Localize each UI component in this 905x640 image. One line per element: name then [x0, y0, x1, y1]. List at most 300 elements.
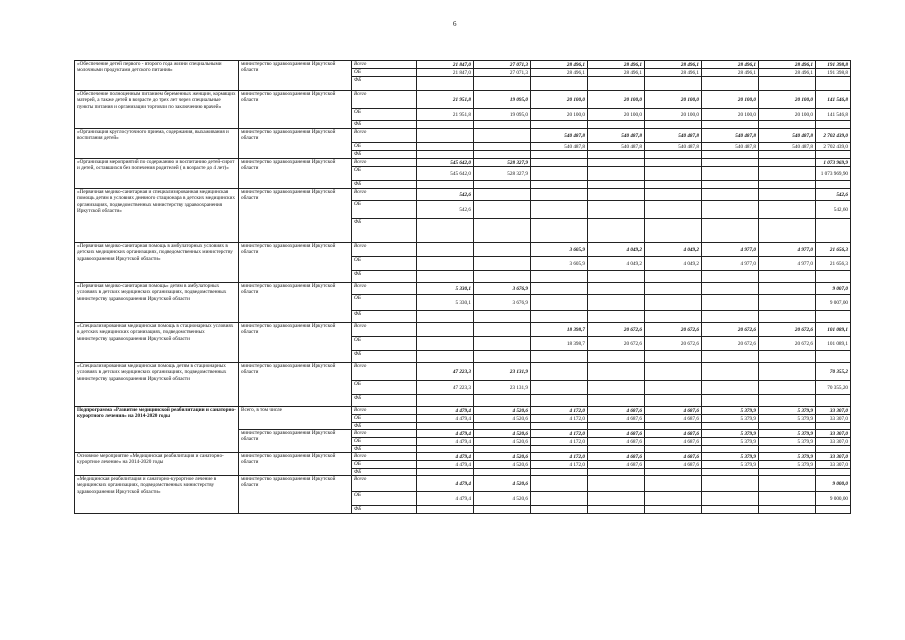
year-amount: 4 172,0 [531, 453, 588, 461]
year-amount: 4 687,6 [588, 407, 645, 415]
year-amount: 28 496,1 [531, 61, 588, 69]
year-amount [645, 271, 702, 283]
year-amount: 4 687,6 [645, 438, 702, 446]
year-amount: 18 398,7 [531, 323, 588, 337]
year-amount [417, 423, 474, 430]
year-amount: 3 605,9 [531, 257, 588, 271]
year-amount: 20 100,0 [531, 109, 588, 121]
year-amount: 4 977,0 [759, 257, 816, 271]
table-row [75, 363, 851, 381]
year-amount [702, 201, 759, 219]
year-amount: 18 398,7 [531, 337, 588, 351]
year-amount: 540 487,8 [759, 143, 816, 151]
funding-source: ОБ [352, 381, 417, 395]
responsible-executor: министерство здравоохранения Иркутской области [239, 476, 352, 514]
year-amount [759, 311, 816, 323]
year-amount: 4 479,4 [417, 438, 474, 446]
table-row [75, 129, 851, 143]
funding-source: Всего [352, 453, 417, 461]
year-amount: 5 379,9 [759, 430, 816, 438]
total-amount: 141 546,8 [816, 91, 851, 109]
year-amount: 21 847,0 [417, 61, 474, 69]
funding-source: ОБ [352, 143, 417, 151]
year-amount: 4 479,4 [417, 476, 474, 492]
funding-source: Всего [352, 189, 417, 201]
year-amount [474, 143, 531, 151]
year-amount: 540 487,8 [702, 143, 759, 151]
year-amount [702, 167, 759, 181]
year-amount: 4 049,2 [645, 257, 702, 271]
year-amount: 47 223,3 [417, 381, 474, 395]
funding-source: ФБ [352, 151, 417, 159]
year-amount: 4 687,6 [645, 430, 702, 438]
year-amount: 4 687,6 [588, 415, 645, 423]
year-amount [702, 381, 759, 395]
year-amount [588, 167, 645, 181]
year-amount: 540 487,8 [702, 129, 759, 143]
year-amount [417, 395, 474, 407]
year-amount [645, 446, 702, 453]
year-amount [474, 129, 531, 143]
year-amount [417, 143, 474, 151]
year-amount [417, 243, 474, 257]
year-amount: 5 379,9 [759, 461, 816, 469]
total-amount: 9 000,0 [816, 476, 851, 492]
responsible-executor: министерство здравоохранения Иркутской области [239, 159, 352, 189]
year-amount [417, 351, 474, 363]
funding-source: ФБ [352, 446, 417, 453]
year-amount [531, 351, 588, 363]
year-amount: 20 672,6 [588, 323, 645, 337]
year-amount [759, 351, 816, 363]
year-amount: 20 672,6 [702, 323, 759, 337]
total-amount [816, 395, 851, 407]
total-amount: 9 007,00 [816, 295, 851, 311]
year-amount [474, 257, 531, 271]
total-amount: 33 307,0 [816, 461, 851, 469]
year-amount: 4 049,2 [588, 257, 645, 271]
total-amount [816, 121, 851, 129]
year-amount [759, 201, 816, 219]
responsible-executor: министерство здравоохранения Иркутской области [239, 363, 352, 407]
measure-description: «Специализированная медицинская помощь детям в стационарных условиях в детских медицинских организациях, подведомственных министерству здравоохранения Иркутской области [75, 363, 239, 407]
year-amount: 5 379,9 [702, 430, 759, 438]
table-row [75, 189, 851, 201]
responsible-executor: министерство здравоохранения Иркутской области [239, 430, 352, 453]
year-amount: 19 095,0 [474, 109, 531, 121]
budget-table [74, 60, 851, 514]
year-amount [474, 201, 531, 219]
funding-source: ФБ [352, 506, 417, 514]
year-amount [474, 469, 531, 476]
year-amount: 4 687,6 [645, 461, 702, 469]
year-amount [645, 121, 702, 129]
year-amount [417, 271, 474, 283]
funding-source: ФБ [352, 469, 417, 476]
total-amount [816, 311, 851, 323]
year-amount [645, 381, 702, 395]
year-amount [588, 423, 645, 430]
year-amount [645, 363, 702, 381]
total-amount [816, 181, 851, 189]
measure-description: «Организация мероприятий по содержанию и воспитанию детей-сирот и детей, оставшихся без попечения родителей ( в возрасте до 4 лет)» [75, 159, 239, 189]
year-amount [531, 159, 588, 167]
year-amount: 21 951,8 [417, 91, 474, 109]
year-amount: 3 676,9 [474, 295, 531, 311]
year-amount [759, 381, 816, 395]
responsible-executor: министерство здравоохранения Иркутской области [239, 323, 352, 363]
year-amount [702, 395, 759, 407]
measure-description: «Обеспечение детей первого - второго года жизни специальными молочными продуктами детского питания» [75, 61, 239, 91]
year-amount [759, 446, 816, 453]
year-amount [531, 469, 588, 476]
year-amount [588, 381, 645, 395]
year-amount: 5 379,9 [702, 438, 759, 446]
total-amount: 542,6 [816, 189, 851, 201]
year-amount [588, 469, 645, 476]
year-amount: 47 223,3 [417, 363, 474, 381]
year-amount: 20 100,0 [759, 91, 816, 109]
year-amount [531, 506, 588, 514]
total-amount: 542,60 [816, 201, 851, 219]
year-amount [588, 189, 645, 201]
year-amount: 4 520,6 [474, 476, 531, 492]
year-amount [645, 351, 702, 363]
year-amount: 4 687,6 [645, 407, 702, 415]
year-amount: 21 951,8 [417, 109, 474, 121]
year-amount: 20 100,0 [759, 109, 816, 121]
table-row [75, 323, 851, 337]
funding-source: Всего [352, 61, 417, 69]
year-amount [702, 283, 759, 295]
total-amount: 141 546,8 [816, 109, 851, 121]
measure-description: «Специализированная медицинская помощь в стационарных условиях в детских медицинских организациях, подведомственных министерству здравоохранения Иркутской области [75, 323, 239, 363]
year-amount [531, 121, 588, 129]
responsible-executor: министерство здравоохранения Иркутской области [239, 189, 352, 243]
year-amount [531, 492, 588, 506]
total-amount: 9 007,0 [816, 283, 851, 295]
total-amount [816, 506, 851, 514]
total-amount: 33 307,0 [816, 453, 851, 461]
funding-source: ФБ [352, 423, 417, 430]
year-amount [645, 181, 702, 189]
year-amount: 4 977,0 [759, 243, 816, 257]
year-amount: 20 100,0 [702, 91, 759, 109]
year-amount [474, 219, 531, 243]
table-row [75, 91, 851, 109]
year-amount [474, 311, 531, 323]
year-amount [759, 181, 816, 189]
year-amount: 5 379,9 [702, 407, 759, 415]
funding-source: ОБ [352, 461, 417, 469]
year-amount [474, 77, 531, 91]
year-amount [588, 201, 645, 219]
year-amount [417, 219, 474, 243]
funding-source: Всего [352, 129, 417, 143]
year-amount [531, 181, 588, 189]
year-amount [645, 469, 702, 476]
year-amount [417, 121, 474, 129]
year-amount [702, 311, 759, 323]
year-amount [645, 506, 702, 514]
year-amount: 4 520,6 [474, 430, 531, 438]
year-amount: 28 496,1 [588, 69, 645, 77]
year-amount [417, 506, 474, 514]
year-amount [702, 159, 759, 167]
year-amount: 4 687,6 [588, 453, 645, 461]
year-amount: 28 496,1 [531, 69, 588, 77]
total-amount: 101 089,1 [816, 323, 851, 337]
year-amount: 5 379,9 [702, 461, 759, 469]
year-amount [645, 77, 702, 91]
year-amount: 20 672,6 [702, 337, 759, 351]
year-amount: 5 330,1 [417, 283, 474, 295]
year-amount: 540 487,8 [645, 143, 702, 151]
year-amount [759, 492, 816, 506]
total-amount [816, 77, 851, 91]
funding-source: ОБ [352, 69, 417, 77]
year-amount: 20 672,6 [588, 337, 645, 351]
table-row [75, 61, 851, 69]
year-amount: 540 487,8 [759, 129, 816, 143]
total-amount: 33 307,0 [816, 415, 851, 423]
funding-source: ФБ [352, 271, 417, 283]
funding-source: Всего [352, 243, 417, 257]
total-amount [816, 271, 851, 283]
year-amount [759, 167, 816, 181]
measure-description: «Первичная медико-санитарная помощь в амбулаторных условиях в детских медицинских организациях, подведомственных министерству здравоохранения Иркутской области» [75, 243, 239, 283]
year-amount: 5 330,1 [417, 295, 474, 311]
year-amount [588, 295, 645, 311]
year-amount [588, 446, 645, 453]
year-amount [645, 476, 702, 492]
year-amount [531, 219, 588, 243]
year-amount [588, 351, 645, 363]
year-amount [474, 337, 531, 351]
measure-description: «Организация круглосуточного приема, содержания, выхаживания и воспитания детей» [75, 129, 239, 159]
funding-source: ФБ [352, 121, 417, 129]
measure-description: Подпрограмма «Развитие медицинской реабилитации и санаторно-курортного лечения» на 2014-2020 годы [75, 407, 239, 453]
year-amount [588, 77, 645, 91]
year-amount: 20 672,6 [645, 337, 702, 351]
year-amount: 4 520,6 [474, 407, 531, 415]
year-amount [645, 151, 702, 159]
year-amount [759, 189, 816, 201]
year-amount [645, 283, 702, 295]
year-amount [702, 77, 759, 91]
year-amount: 20 100,0 [645, 109, 702, 121]
year-amount [588, 271, 645, 283]
year-amount [474, 351, 531, 363]
year-amount [531, 381, 588, 395]
responsible-executor: Всего, в том числе [239, 407, 352, 430]
funding-source: Всего [352, 91, 417, 109]
year-amount [702, 351, 759, 363]
year-amount: 28 496,1 [759, 61, 816, 69]
funding-source: ОБ [352, 167, 417, 181]
total-amount: 1 073 969,90 [816, 167, 851, 181]
total-amount: 2 702 439,0 [816, 129, 851, 143]
year-amount [702, 476, 759, 492]
funding-source: ФБ [352, 219, 417, 243]
year-amount [531, 395, 588, 407]
year-amount [531, 283, 588, 295]
year-amount [417, 129, 474, 143]
year-amount [588, 311, 645, 323]
year-amount: 28 496,1 [702, 61, 759, 69]
table-row [75, 243, 851, 257]
page-number: 6 [453, 20, 457, 28]
year-amount [417, 469, 474, 476]
year-amount [702, 219, 759, 243]
year-amount: 4 520,6 [474, 415, 531, 423]
total-amount [816, 423, 851, 430]
year-amount: 540 487,8 [588, 143, 645, 151]
year-amount: 4 172,0 [531, 461, 588, 469]
year-amount [474, 271, 531, 283]
year-amount [531, 476, 588, 492]
year-amount [759, 77, 816, 91]
year-amount: 28 496,1 [645, 69, 702, 77]
measure-description: «Обеспечение полноценным питанием беременных женщин, кормящих матерей, а также детей в возрасте до трех лет через специальные пункты питания и организации торговли по заключению врачей» [75, 91, 239, 129]
year-amount [645, 219, 702, 243]
table-row [75, 453, 851, 461]
total-amount: 101 089,1 [816, 337, 851, 351]
year-amount [702, 271, 759, 283]
year-amount: 20 672,6 [645, 323, 702, 337]
year-amount [474, 121, 531, 129]
year-amount [645, 295, 702, 311]
year-amount [474, 323, 531, 337]
year-amount: 540 487,8 [531, 143, 588, 151]
year-amount [588, 121, 645, 129]
funding-source: Всего [352, 323, 417, 337]
year-amount [474, 446, 531, 453]
total-amount: 21 656,3 [816, 243, 851, 257]
year-amount: 4 479,4 [417, 453, 474, 461]
year-amount [702, 423, 759, 430]
year-amount: 542,6 [417, 201, 474, 219]
year-amount: 23 131,9 [474, 363, 531, 381]
year-amount [588, 395, 645, 407]
funding-source: ОБ [352, 337, 417, 351]
year-amount [759, 295, 816, 311]
funding-source: ФБ [352, 77, 417, 91]
year-amount [417, 151, 474, 159]
year-amount: 4 049,2 [588, 243, 645, 257]
funding-source: ФБ [352, 351, 417, 363]
year-amount [588, 492, 645, 506]
funding-source: ОБ [352, 415, 417, 423]
year-amount: 4 977,0 [702, 257, 759, 271]
year-amount: 4 172,0 [531, 438, 588, 446]
year-amount [645, 492, 702, 506]
year-amount [417, 311, 474, 323]
year-amount: 4 687,6 [588, 438, 645, 446]
year-amount: 27 071,3 [474, 69, 531, 77]
year-amount [474, 243, 531, 257]
year-amount: 540 487,8 [531, 129, 588, 143]
year-amount [702, 492, 759, 506]
total-amount: 70 355,20 [816, 381, 851, 395]
year-amount: 5 379,9 [759, 407, 816, 415]
year-amount [702, 446, 759, 453]
funding-source: ФБ [352, 311, 417, 323]
year-amount [702, 363, 759, 381]
year-amount: 4 520,6 [474, 438, 531, 446]
funding-source: Всего [352, 283, 417, 295]
measure-description: «Медицинская реабилитация и санаторно-курортное лечение в медицинских организациях, подведомственных министерству здравоохранения Иркутской области» [75, 476, 239, 514]
year-amount [759, 283, 816, 295]
year-amount [474, 423, 531, 430]
year-amount: 5 379,9 [759, 438, 816, 446]
year-amount: 28 496,1 [645, 61, 702, 69]
measure-description: Основное мероприятие «Медицинская реабилитация и санаторно-курортное лечение» на 2014-2020 годы [75, 453, 239, 476]
year-amount [759, 271, 816, 283]
year-amount [645, 159, 702, 167]
year-amount: 4 479,4 [417, 461, 474, 469]
year-amount: 20 100,0 [588, 109, 645, 121]
year-amount: 4 479,4 [417, 415, 474, 423]
year-amount [759, 159, 816, 167]
year-amount: 20 100,0 [588, 91, 645, 109]
year-amount [702, 189, 759, 201]
total-amount: 191 398,8 [816, 61, 851, 69]
year-amount [759, 506, 816, 514]
year-amount: 20 100,0 [531, 91, 588, 109]
year-amount: 528 327,9 [474, 159, 531, 167]
year-amount [531, 201, 588, 219]
year-amount [531, 311, 588, 323]
year-amount: 28 496,1 [588, 61, 645, 69]
year-amount: 19 095,0 [474, 91, 531, 109]
year-amount: 20 672,6 [759, 337, 816, 351]
year-amount [588, 283, 645, 295]
year-amount [417, 323, 474, 337]
funding-source: Всего [352, 476, 417, 492]
year-amount [759, 121, 816, 129]
measure-description: «Первичная медико-санитарная помощь» детям в амбулаторных условиях в детских медицинских организациях, подведомственных министерству здравоохранения Иркутской области [75, 283, 239, 323]
year-amount: 4 520,6 [474, 492, 531, 506]
year-amount: 27 071,3 [474, 61, 531, 69]
year-amount: 3 676,9 [474, 283, 531, 295]
year-amount: 540 487,8 [588, 129, 645, 143]
year-amount: 4 172,0 [531, 415, 588, 423]
responsible-executor: министерство здравоохранения Иркутской области [239, 243, 352, 283]
year-amount [702, 469, 759, 476]
total-amount: 33 307,0 [816, 407, 851, 415]
funding-source: ОБ [352, 438, 417, 446]
year-amount [588, 181, 645, 189]
year-amount [474, 189, 531, 201]
table-row [75, 283, 851, 295]
funding-source: ФБ [352, 181, 417, 189]
funding-source: Всего [352, 159, 417, 167]
total-amount: 9 000,00 [816, 492, 851, 506]
year-amount [531, 271, 588, 283]
year-amount [702, 181, 759, 189]
year-amount [759, 423, 816, 430]
responsible-executor: министерство здравоохранения Иркутской области [239, 283, 352, 323]
year-amount [645, 189, 702, 201]
year-amount [645, 201, 702, 219]
funding-source: ОБ [352, 492, 417, 506]
funding-source: ОБ [352, 109, 417, 121]
total-amount: 33 307,0 [816, 438, 851, 446]
year-amount: 5 379,9 [702, 453, 759, 461]
total-amount: 191 398,8 [816, 69, 851, 77]
total-amount [816, 446, 851, 453]
